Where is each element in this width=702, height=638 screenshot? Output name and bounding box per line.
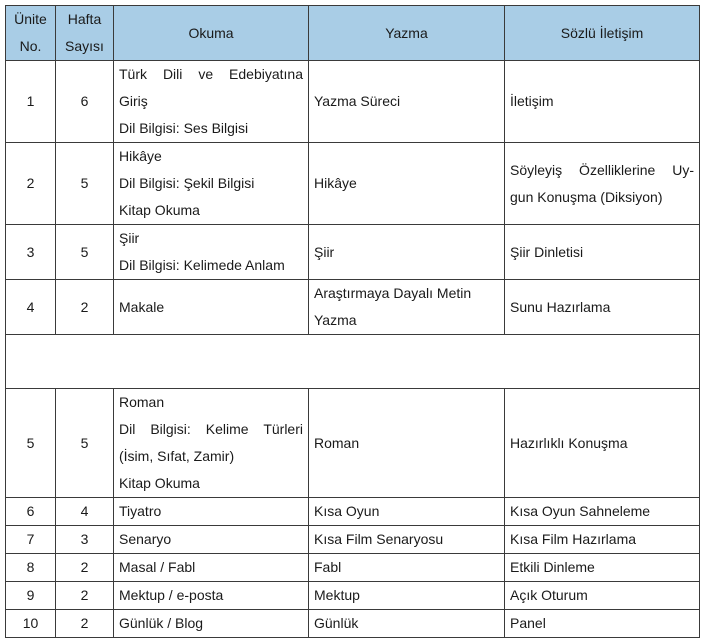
cell-sozlu-line: Sunu Hazırlama bbox=[510, 298, 611, 315]
cell-okuma-line: Makale bbox=[119, 298, 165, 315]
cell-sozlu bbox=[505, 389, 700, 498]
table-row bbox=[6, 582, 700, 610]
cell-hafta-sayisi: 5 bbox=[56, 143, 114, 225]
cell-yazma-line: Kısa Film Senaryosu bbox=[314, 531, 444, 547]
cell-sozlu-line: Kısa Film Hazırlama bbox=[510, 531, 637, 547]
cell-sozlu-line: Açık Oturum bbox=[510, 587, 588, 603]
cell-hafta-sayisi: 2 bbox=[56, 582, 114, 610]
header-unite-no bbox=[6, 6, 56, 61]
header-hafta-line1: Hafta bbox=[67, 11, 102, 27]
table-body bbox=[6, 61, 700, 638]
cell-sozlu-line: Söyleyiş Özelliklerine Uy- bbox=[510, 161, 694, 178]
cell-yazma bbox=[309, 610, 505, 638]
cell-hafta-sayisi: 2 bbox=[56, 610, 114, 638]
cell-yazma bbox=[309, 498, 505, 526]
cell-yazma-line: Yazma Süreci bbox=[314, 93, 401, 109]
header-hafta-sayisi bbox=[56, 6, 114, 61]
spacer-cell bbox=[6, 335, 700, 389]
cell-unite-no: 2 bbox=[6, 143, 56, 225]
cell-unite-no: 4 bbox=[6, 280, 56, 335]
cell-sozlu bbox=[505, 61, 700, 143]
cell-yazma-line: Şiir bbox=[314, 243, 335, 260]
cell-okuma-line: Dil Bilgisi: Kelimede Anlam bbox=[119, 257, 285, 273]
cell-hafta-sayisi: 5 bbox=[56, 389, 114, 498]
table-row bbox=[6, 554, 700, 582]
cell-sozlu bbox=[505, 143, 700, 225]
cell-okuma-line: Tiyatro bbox=[119, 503, 162, 519]
cell-sozlu bbox=[505, 610, 700, 638]
cell-unite-no: 7 bbox=[6, 526, 56, 554]
cell-yazma bbox=[309, 389, 505, 498]
cell-unite-no: 1 bbox=[6, 61, 56, 143]
cell-yazma-line: Günlük bbox=[314, 615, 359, 631]
cell-okuma-line: Hikâye bbox=[119, 148, 162, 164]
cell-okuma-line: Kitap Okuma bbox=[119, 475, 200, 491]
cell-yazma-line: Hikâye bbox=[314, 175, 357, 191]
cell-yazma bbox=[309, 280, 505, 335]
cell-unite-no: 3 bbox=[6, 225, 56, 280]
cell-yazma-line: Fabl bbox=[314, 559, 342, 575]
header-yazma: Yazma bbox=[309, 6, 505, 61]
cell-sozlu-line: Panel bbox=[510, 615, 546, 631]
header-row bbox=[6, 6, 700, 61]
cell-sozlu-line: Hazırlıklı Konuşma bbox=[510, 434, 628, 451]
cell-okuma-line: Senaryo bbox=[119, 531, 172, 547]
cell-okuma-line: Günlük / Blog bbox=[119, 615, 204, 631]
cell-hafta-sayisi: 5 bbox=[56, 225, 114, 280]
cell-unite-no: 6 bbox=[6, 498, 56, 526]
cell-yazma-line: Roman bbox=[314, 434, 360, 451]
cell-okuma-line: Kitap Okuma bbox=[119, 202, 200, 218]
cell-sozlu bbox=[505, 498, 700, 526]
cell-okuma-line: Mektup / e-posta bbox=[119, 587, 224, 603]
cell-yazma bbox=[309, 582, 505, 610]
table-row bbox=[6, 225, 700, 280]
cell-okuma bbox=[114, 498, 309, 526]
cell-okuma bbox=[114, 143, 309, 225]
table-row bbox=[6, 389, 700, 498]
cell-sozlu-line: gun Konuşma (Diksiyon) bbox=[510, 188, 663, 205]
table-row bbox=[6, 280, 700, 335]
cell-unite-no: 10 bbox=[6, 610, 56, 638]
header-unite-line2: No. bbox=[19, 38, 42, 54]
cell-okuma-line: Şiir bbox=[119, 230, 140, 246]
cell-yazma-line: Yazma bbox=[314, 312, 357, 328]
header-sozlu-iletisim: Sözlü İletişim bbox=[505, 6, 700, 61]
cell-sozlu-line: Şiir Dinletisi bbox=[510, 243, 584, 260]
cell-okuma bbox=[114, 582, 309, 610]
table-row bbox=[6, 610, 700, 638]
cell-okuma bbox=[114, 610, 309, 638]
curriculum-table bbox=[5, 5, 700, 638]
cell-sozlu bbox=[505, 225, 700, 280]
cell-yazma-line: Araştırmaya Dayalı Metin bbox=[314, 285, 472, 301]
cell-okuma-line: Roman bbox=[119, 394, 165, 410]
cell-okuma-line: Masal / Fabl bbox=[119, 559, 196, 575]
cell-okuma-line: Dil Bilgisi: Şekil Bilgisi bbox=[119, 175, 255, 191]
curriculum-table-wrapper bbox=[5, 5, 700, 638]
cell-unite-no: 8 bbox=[6, 554, 56, 582]
cell-yazma bbox=[309, 61, 505, 143]
header-unite-line1: Ünite bbox=[14, 11, 47, 27]
cell-sozlu bbox=[505, 280, 700, 335]
cell-okuma bbox=[114, 389, 309, 498]
table-row bbox=[6, 526, 700, 554]
cell-yazma-line: Mektup bbox=[314, 587, 360, 603]
table-row bbox=[6, 61, 700, 143]
cell-sozlu-line: Kısa Oyun Sahneleme bbox=[510, 503, 651, 519]
cell-okuma bbox=[114, 61, 309, 143]
table-row bbox=[6, 498, 700, 526]
cell-unite-no: 5 bbox=[6, 389, 56, 498]
cell-okuma bbox=[114, 225, 309, 280]
cell-yazma bbox=[309, 143, 505, 225]
cell-sozlu bbox=[505, 582, 700, 610]
cell-sozlu bbox=[505, 554, 700, 582]
cell-unite-no: 9 bbox=[6, 582, 56, 610]
cell-okuma-line: Dil Bilgisi: Kelime Türleri bbox=[119, 421, 303, 437]
cell-hafta-sayisi: 4 bbox=[56, 498, 114, 526]
cell-yazma-line: Kısa Oyun bbox=[314, 503, 380, 519]
header-hafta-line2: Sayısı bbox=[65, 38, 104, 54]
cell-okuma-line: Giriş bbox=[119, 93, 148, 109]
cell-hafta-sayisi: 6 bbox=[56, 61, 114, 143]
header-okuma: Okuma bbox=[114, 6, 309, 61]
cell-yazma bbox=[309, 526, 505, 554]
cell-hafta-sayisi: 2 bbox=[56, 280, 114, 335]
cell-okuma bbox=[114, 280, 309, 335]
cell-yazma bbox=[309, 225, 505, 280]
cell-yazma bbox=[309, 554, 505, 582]
cell-okuma bbox=[114, 526, 309, 554]
cell-okuma-line: Türk Dili ve Edebiyatına bbox=[119, 66, 303, 82]
cell-sozlu-line: İletişim bbox=[510, 93, 554, 109]
cell-hafta-sayisi: 3 bbox=[56, 526, 114, 554]
cell-okuma-line: (İsim, Sıfat, Zamir) bbox=[119, 448, 235, 464]
cell-okuma bbox=[114, 554, 309, 582]
cell-sozlu-line: Etkili Dinleme bbox=[510, 559, 595, 575]
cell-hafta-sayisi: 2 bbox=[56, 554, 114, 582]
cell-okuma-line: Dil Bilgisi: Ses Bilgisi bbox=[119, 120, 249, 136]
spacer-row bbox=[6, 335, 700, 389]
cell-sozlu bbox=[505, 526, 700, 554]
table-row bbox=[6, 143, 700, 225]
